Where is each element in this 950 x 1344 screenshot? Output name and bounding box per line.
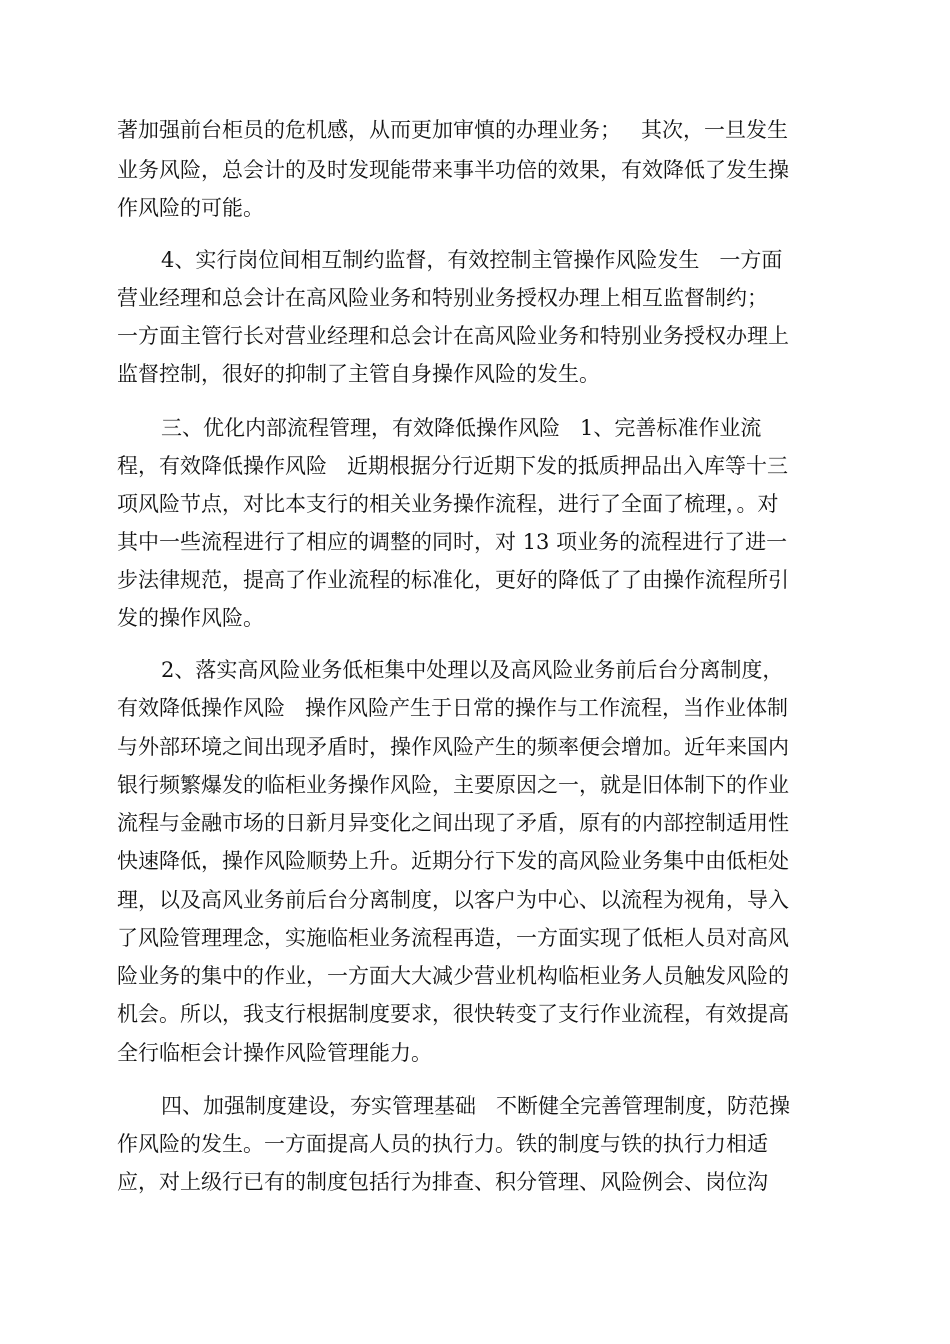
paragraph-4-line-3: 与外部环境之间出现矛盾时，操作风险产生的频率便会增加。近年来国内 bbox=[117, 735, 789, 759]
paragraph-1-line-2: 业务风险，总会计的及时发现能带来事半功倍的效果，有效降低了发生操 bbox=[117, 158, 789, 182]
paragraph-2-line-3: 一方面主管行长对营业经理和总会计在高风险业务和特别业务授权办理上 bbox=[117, 324, 789, 348]
paragraph-2-line-4: 监督控制，很好的抑制了主管自身操作风险的发生。 bbox=[117, 362, 600, 386]
paragraph-2-line-1: 4、实行岗位间相互制约监督，有效控制主管操作风险发生 一方面 bbox=[161, 248, 783, 272]
paragraph-1-line-1: 著加强前台柜员的危机感，从而更加审慎的办理业务； 其次，一旦发生 bbox=[117, 118, 789, 142]
document-body bbox=[117, 0, 833, 1344]
paragraph-4-line-5: 流程与金融市场的日新月异变化之间出现了矛盾，原有的内部控制适用性 bbox=[117, 811, 789, 835]
paragraph-4-line-10: 机会。所以，我支行根据制度要求，很快转变了支行作业流程，有效提高 bbox=[117, 1002, 789, 1026]
paragraph-5-line-3: 应，对上级行已有的制度包括行为排查、积分管理、风险例会、岗位沟 bbox=[117, 1170, 768, 1194]
paragraph-4-line-1: 2、落实高风险业务低柜集中处理以及高风险业务前后台分离制度， bbox=[161, 658, 784, 682]
paragraph-3-line-6: 发的操作风险。 bbox=[117, 606, 264, 630]
paragraph-3-line-5: 步法律规范，提高了作业流程的标准化，更好的降低了了由操作流程所引 bbox=[117, 568, 789, 592]
paragraph-4-line-8: 了风险管理理念，实施临柜业务流程再造，一方面实现了低柜人员对高风 bbox=[117, 926, 789, 950]
paragraph-3-line-4: 其中一些流程进行了相应的调整的同时，对 13 项业务的流程进行了进一 bbox=[117, 530, 788, 554]
paragraph-5-line-2: 作风险的发生。一方面提高人员的执行力。铁的制度与铁的执行力相适 bbox=[117, 1132, 768, 1156]
paragraph-5-line-1: 四、加强制度建设，夯实管理基础 不断健全完善管理制度，防范操 bbox=[161, 1094, 791, 1118]
paragraph-3-line-2: 程，有效降低操作风险 近期根据分行近期下发的抵质押品出入库等十三 bbox=[117, 454, 789, 478]
paragraph-2-line-2: 营业经理和总会计在高风险业务和特别业务授权办理上相互监督制约； bbox=[117, 286, 768, 310]
paragraph-1-line-3: 作风险的可能。 bbox=[117, 196, 264, 220]
paragraph-3-line-3: 项风险节点，对比本支行的相关业务操作流程，进行了全面了梳理，。对 bbox=[117, 492, 779, 516]
paragraph-4-line-6: 快速降低，操作风险顺势上升。近期分行下发的高风险业务集中由低柜处 bbox=[117, 849, 789, 873]
paragraph-4-line-11: 全行临柜会计操作风险管理能力。 bbox=[117, 1041, 432, 1065]
paragraph-4-line-9: 险业务的集中的作业，一方面大大减少营业机构临柜业务人员触发风险的 bbox=[117, 964, 789, 988]
paragraph-3-line-1: 三、优化内部流程管理，有效降低操作风险 1、完善标准作业流 bbox=[161, 416, 762, 440]
paragraph-4-line-7: 理，以及高风业务前后台分离制度，以客户为中心、以流程为视角，导入 bbox=[117, 888, 789, 912]
paragraph-4-line-2: 有效降低操作风险 操作风险产生于日常的操作与工作流程，当作业体制 bbox=[117, 696, 789, 720]
paragraph-4-line-4: 银行频繁爆发的临柜业务操作风险，主要原因之一，就是旧体制下的作业 bbox=[117, 773, 789, 797]
